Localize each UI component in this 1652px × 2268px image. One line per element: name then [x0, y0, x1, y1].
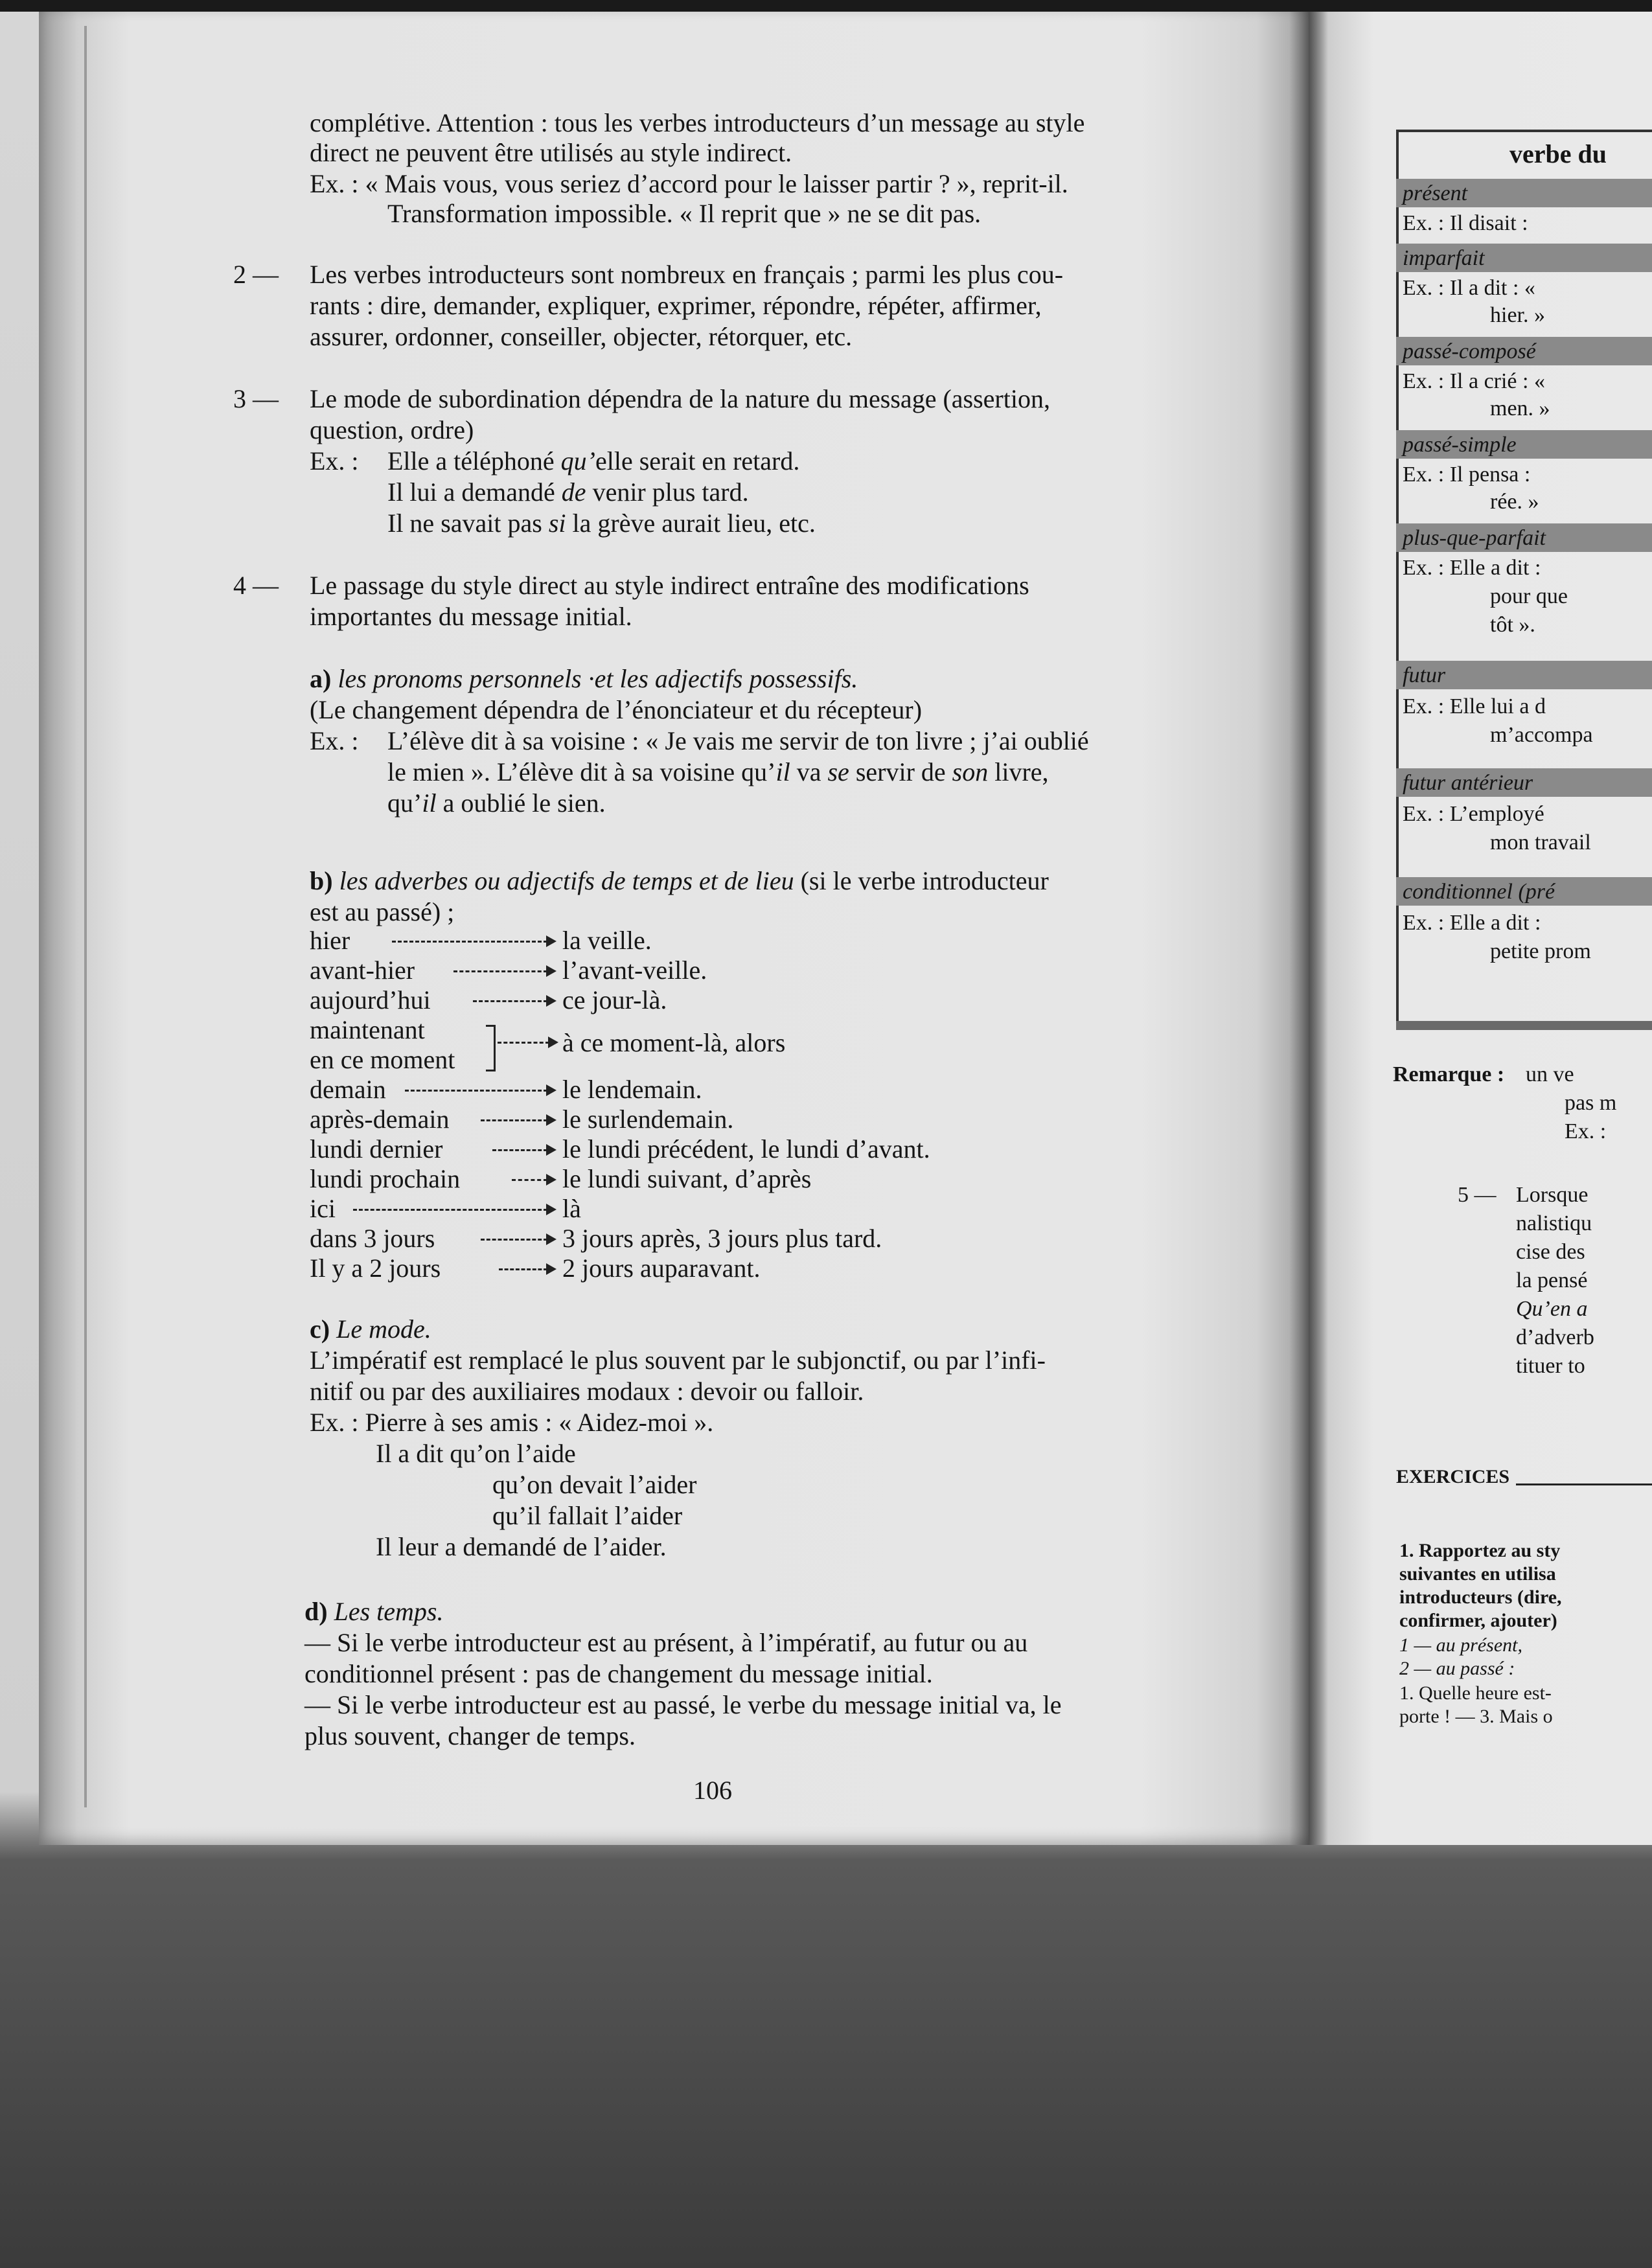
time-word-from: aujourd’hui — [310, 985, 431, 1014]
arrow-icon — [498, 1042, 549, 1044]
exercise-last-line: porte ! — 3. Mais o — [1399, 1706, 1553, 1727]
item-4-line-2: importantes du message initial. — [310, 602, 632, 631]
item-5-number: 5 — — [1458, 1183, 1497, 1207]
section-a-heading: a) les pronoms personnels ·et les adjectifs possessifs. — [310, 664, 858, 693]
tense-example: Ex. : Elle lui a d — [1403, 694, 1546, 718]
bracket-icon — [486, 1025, 496, 1071]
tense-example: m’accompa — [1490, 723, 1593, 747]
exercices-rule — [1516, 1483, 1652, 1485]
scan-top-edge — [0, 0, 1652, 12]
section-a-ex-line-3: qu’il a oublié le sien. — [387, 788, 606, 818]
time-word-to: ce jour-là. — [562, 985, 667, 1014]
item-3-line-2: question, ordre) — [310, 415, 474, 444]
time-word-to: l’avant-veille. — [562, 956, 707, 985]
exercise-1-line: introducteurs (dire, — [1399, 1586, 1562, 1608]
item-3-ex-label: Ex. : — [310, 446, 359, 475]
exercise-1-line: 1. Rapportez au sty — [1399, 1540, 1561, 1561]
section-a-line-1: (Le changement dépendra de l’énonciateur et du récepteur) — [310, 695, 923, 724]
item-2-line-2: rants : dire, demander, expliquer, exprimer, répondre, répéter, affirmer, — [310, 291, 1042, 320]
exercise-sub-2: 2 — au passé : — [1399, 1658, 1515, 1679]
section-b-heading: b) les adverbes ou adjectifs de temps et de lieu (si le verbe introducteur — [310, 866, 1049, 895]
section-c-line-2: nitif ou par des auxiliaires modaux : devoir ou falloir. — [310, 1377, 864, 1406]
section-c-example: Ex. : Pierre à ses amis : « Aidez-moi ». — [310, 1408, 714, 1437]
tense-example: Ex. : L’employé — [1403, 802, 1544, 826]
time-word-to: 3 jours après, 3 jours plus tard. — [562, 1224, 882, 1253]
remarque-line: Ex. : — [1565, 1119, 1607, 1143]
tense-label: présent — [1403, 181, 1468, 205]
time-word-to: 2 jours auparavant. — [562, 1254, 761, 1283]
item-5-line: cise des — [1516, 1240, 1585, 1264]
arrow-icon — [481, 1239, 547, 1241]
section-d-line-1: — Si le verbe introducteur est au présent, à l’impératif, au futur ou au — [304, 1628, 1028, 1657]
intro-line-3: Ex. : « Mais vous, vous seriez d’accord pour le laisser partir ? », reprit-il. — [310, 169, 1068, 198]
time-word-to: là — [562, 1194, 581, 1223]
arrow-icon — [512, 1179, 547, 1181]
section-a-ex-line-1: L’élève dit à sa voisine : « Je vais me servir de ton livre ; j’ai oublié — [387, 726, 1089, 755]
item-2-number: 2 — — [233, 260, 279, 289]
item-4-number: 4 — — [233, 571, 279, 600]
remarque-line: pas m — [1565, 1091, 1617, 1115]
section-d-line-2: conditionnel présent : pas de changement du message initial. — [304, 1659, 933, 1688]
arrow-icon — [392, 941, 547, 943]
section-b-line-2: est au passé) ; — [310, 897, 455, 926]
item-5-line: Lorsque — [1516, 1183, 1589, 1207]
tense-example: men. » — [1490, 396, 1550, 420]
page-number: 106 — [693, 1776, 732, 1805]
tense-example: Ex. : Il disait : — [1403, 211, 1528, 235]
time-word-to: le lundi précédent, le lundi d’avant. — [562, 1134, 930, 1163]
section-c-result-2: qu’on devait l’aider — [492, 1470, 697, 1499]
tense-label: passé-composé — [1403, 339, 1536, 363]
book-gutter — [1289, 12, 1328, 1845]
tense-example: rée. » — [1490, 490, 1539, 514]
tense-label: passé-simple — [1403, 433, 1517, 457]
intro-line-1: complétive. Attention : tous les verbes introducteurs d’un message au style — [310, 108, 1085, 137]
item-5-line: la pensé — [1516, 1268, 1588, 1292]
section-a-ex-line-2: le mien ». L’élève dit à sa voisine qu’il va se servir de son livre, — [387, 757, 1049, 786]
section-a-ex-label: Ex. : — [310, 726, 359, 755]
time-word-from: hier — [310, 926, 350, 955]
exercise-last-line: 1. Quelle heure est- — [1399, 1682, 1552, 1704]
tense-example: Ex. : Elle a dit : — [1403, 911, 1541, 935]
time-word-to: le lendemain. — [562, 1075, 702, 1104]
table-header: verbe du — [1509, 139, 1607, 168]
item-3-number: 3 — — [233, 384, 279, 413]
item-2-line-1: Les verbes introducteurs sont nombreux en français ; parmi les plus cou- — [310, 260, 1064, 289]
arrow-icon — [492, 1149, 547, 1151]
tense-example: mon travail — [1490, 830, 1591, 854]
time-word-to: le lundi suivant, d’après — [562, 1164, 812, 1193]
time-word-from: en ce moment — [310, 1045, 455, 1074]
time-word-from: après-demain — [310, 1105, 450, 1134]
time-word-from: ici — [310, 1194, 336, 1223]
item-3-line-1: Le mode de subordination dépendra de la nature du message (assertion, — [310, 384, 1050, 413]
tense-example: Ex. : Elle a dit : — [1403, 556, 1541, 580]
remarque-line: un ve — [1526, 1062, 1574, 1086]
tense-label: futur antérieur — [1403, 771, 1533, 795]
arrow-icon — [473, 1000, 547, 1002]
exercices-heading: EXERCICES — [1396, 1466, 1510, 1487]
section-d-heading: d) Les temps. — [304, 1597, 444, 1626]
exercise-1-line: suivantes en utilisa — [1399, 1563, 1556, 1585]
tense-example: Ex. : Il a dit : « — [1403, 276, 1535, 300]
time-word-from: lundi prochain — [310, 1164, 461, 1193]
section-c-result-3: qu’il fallait l’aider — [492, 1501, 683, 1530]
arrow-icon — [499, 1268, 547, 1270]
arrow-icon — [405, 1090, 547, 1092]
section-d-line-3: — Si le verbe introducteur est au passé, le verbe du message initial va, le — [304, 1690, 1062, 1719]
item-4-line-1: Le passage du style direct au style indirect entraîne des modifications — [310, 571, 1029, 600]
section-c-line-1: L’impératif est remplacé le plus souvent par le subjonctif, ou par l’infi- — [310, 1346, 1046, 1375]
section-c-result-1: Il a dit qu’on l’aide — [376, 1439, 576, 1468]
tense-example: petite prom — [1490, 939, 1591, 963]
tense-example: Ex. : Il a crié : « — [1403, 369, 1545, 393]
remarque-label: Remarque : — [1393, 1062, 1505, 1086]
item-3-example-1: Elle a téléphoné qu’elle serait en retard. — [387, 446, 800, 475]
item-5-line: nalistiqu — [1516, 1211, 1592, 1235]
time-word-from: demain — [310, 1075, 386, 1104]
tense-example: pour que — [1490, 584, 1568, 608]
intro-line-2: direct ne peuvent être utilisés au style indirect. — [310, 138, 792, 167]
arrow-icon — [353, 1209, 547, 1211]
exercise-sub-1: 1 — au présent, — [1399, 1634, 1522, 1656]
time-word-to: la veille. — [562, 926, 652, 955]
tense-label: futur — [1403, 663, 1446, 687]
item-2-line-3: assurer, ordonner, conseiller, objecter, rétorquer, etc. — [310, 322, 853, 351]
intro-line-4: Transformation impossible. « Il reprit que » ne se dit pas. — [387, 199, 981, 228]
item-5-line: tituer to — [1516, 1354, 1585, 1378]
tense-example: Ex. : Il pensa : — [1403, 463, 1531, 487]
tense-example: tôt ». — [1490, 613, 1535, 637]
time-word-to: à ce moment-là, alors — [562, 1028, 786, 1057]
time-word-from: Il y a 2 jours — [310, 1254, 441, 1283]
arrow-icon — [453, 970, 547, 972]
item-3-example-3: Il ne savait pas si la grève aurait lieu, etc. — [387, 509, 816, 538]
tense-label: conditionnel (pré — [1403, 880, 1555, 904]
time-word-from: dans 3 jours — [310, 1224, 435, 1253]
exercise-1-line: confirmer, ajouter) — [1399, 1610, 1557, 1631]
item-5-line: Qu’en a — [1516, 1297, 1588, 1321]
item-3-example-2: Il lui a demandé de venir plus tard. — [387, 477, 749, 507]
item-5-line: d’adverb — [1516, 1325, 1594, 1349]
tense-label: plus-que-parfait — [1403, 526, 1546, 550]
time-word-from: lundi dernier — [310, 1134, 443, 1163]
page-edge-line — [84, 26, 87, 1807]
arrow-icon — [481, 1119, 547, 1121]
tense-label: imparfait — [1403, 246, 1485, 270]
time-word-from: maintenant — [310, 1015, 425, 1044]
section-c-heading: c) Le mode. — [310, 1314, 431, 1344]
time-word-to: le surlendemain. — [562, 1105, 734, 1134]
section-d-line-4: plus souvent, changer de temps. — [304, 1721, 636, 1750]
section-c-result-4: Il leur a demandé de l’aider. — [376, 1532, 667, 1561]
table-bottom-border — [1396, 1021, 1652, 1030]
tense-example: hier. » — [1490, 303, 1545, 327]
time-word-from: avant-hier — [310, 956, 415, 985]
